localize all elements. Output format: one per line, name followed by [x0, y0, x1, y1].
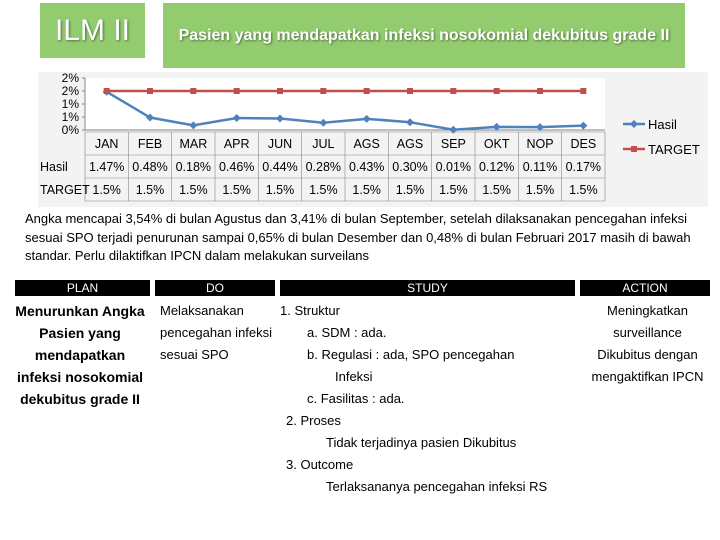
data-point-target — [234, 88, 240, 94]
x-tick-label: APR — [223, 137, 250, 151]
data-label-hasil: 1.47% — [88, 160, 125, 174]
data-point-target — [364, 88, 370, 94]
x-tick-label: SEP — [440, 137, 466, 151]
study-header: STUDY — [407, 281, 448, 295]
x-tick-label: JAN — [94, 137, 119, 151]
data-label-target: 1.5% — [525, 183, 555, 197]
study-content — [280, 300, 580, 498]
data-label-target: 1.5% — [352, 183, 381, 197]
ilm-label: ILM II — [54, 13, 130, 47]
action-header: ACTION — [622, 281, 668, 295]
data-label-target: 1.5% — [92, 183, 121, 197]
y-tick-label: 1% — [61, 97, 79, 111]
x-tick-label: NOP — [526, 137, 554, 151]
data-point-target — [537, 88, 543, 94]
legend-marker-hasil — [630, 120, 638, 128]
data-label-target: 1.5% — [222, 183, 251, 197]
data-label-target: 1.5% — [179, 183, 208, 197]
data-label-target: 1.5% — [135, 183, 165, 197]
y-tick-label: 1% — [61, 110, 79, 124]
do-header: DO — [206, 281, 224, 295]
x-tick-label: DES — [570, 137, 597, 151]
data-label-target: 1.5% — [265, 183, 295, 197]
data-point-target — [147, 88, 153, 94]
data-point-target — [450, 88, 456, 94]
data-point-target — [580, 88, 586, 94]
data-point-target — [320, 88, 326, 94]
plot-area — [85, 78, 605, 130]
data-label-hasil: 0.28% — [305, 160, 342, 174]
x-tick-label: AGS — [353, 137, 380, 151]
y-tick-label: 2% — [61, 84, 79, 98]
table-row-header: Hasil — [40, 160, 68, 174]
study-line: c. Fasilitas : ada. — [307, 391, 405, 406]
table-row-header: TARGET — [40, 183, 90, 197]
data-point-target — [190, 88, 196, 94]
x-tick-label: JUL — [312, 137, 335, 151]
line-chart — [38, 72, 708, 207]
legend-label: TARGET — [648, 142, 700, 157]
data-label-hasil: 0.44% — [262, 160, 298, 174]
legend-label: Hasil — [648, 117, 677, 132]
chart-area — [38, 72, 708, 207]
analysis-paragraph: Angka mencapai 3,54% di bulan Agustus dan 3,41% di bulan September, setelah dilaksanakan pencegahan infeksi sesuai SPO terjadi penurunan sampai 0,65% di bulan Desember dan 0,48% di bulan Februari 2017 masih di bawah standar. Perlu dilaktifkan IPCN dalam melakukan surveilans — [25, 211, 691, 263]
data-point-target — [277, 88, 283, 94]
data-label-hasil: 0.12% — [478, 160, 515, 174]
plan-header: PLAN — [66, 281, 99, 295]
data-label-hasil: 0.46% — [218, 160, 255, 174]
data-label-target: 1.5% — [439, 183, 468, 197]
y-tick-label: 0% — [61, 123, 79, 137]
data-label-hasil: 0.01% — [435, 160, 472, 174]
data-label-hasil: 0.30% — [392, 160, 428, 174]
data-label-target: 1.5% — [569, 183, 598, 197]
study-line: 1. Struktur — [280, 303, 340, 318]
study-line: b. Regulasi : ada, SPO pencegahan — [307, 347, 515, 362]
study-line: 2. Proses — [286, 413, 341, 428]
x-tick-label: AGS — [396, 137, 424, 151]
data-point-target — [494, 88, 500, 94]
study-line: a. SDM : ada. — [307, 325, 387, 340]
data-label-target: 1.5% — [395, 183, 425, 197]
x-tick-label: JUN — [267, 137, 293, 151]
ilm-badge — [40, 3, 145, 58]
x-tick-label: MAR — [179, 137, 208, 151]
legend-marker-target — [631, 146, 637, 152]
study-line: 3. Outcome — [286, 457, 354, 472]
data-label-target: 1.5% — [482, 183, 511, 197]
data-label-target: 1.5% — [309, 183, 338, 197]
data-label-hasil: 0.17% — [565, 160, 602, 174]
data-label-hasil: 0.11% — [522, 160, 558, 174]
data-label-hasil: 0.18% — [175, 160, 212, 174]
action-content: Meningkatkan surveillance Dikubitus dengan mengaktifkan IPCN — [591, 303, 704, 384]
do-content: Melaksanakan pencegahan infeksi sesuai SPO — [160, 303, 273, 362]
data-label-hasil: 0.48% — [132, 160, 168, 174]
slide-title — [163, 3, 685, 68]
data-point-target — [407, 88, 413, 94]
x-tick-label: OKT — [483, 137, 510, 151]
study-line: Infeksi — [335, 369, 373, 384]
data-point-target — [104, 88, 110, 94]
study-line: Terlaksananya pencegahan infeksi RS — [326, 479, 548, 494]
study-line: Tidak terjadinya pasien Dikubitus — [326, 435, 517, 450]
plan-content: Menurunkan Angka Pasien yang mendapatkan infeksi nosokomial dekubitus grade II — [15, 303, 145, 407]
x-tick-label: FEB — [137, 137, 163, 151]
y-tick-label: 2% — [61, 72, 79, 85]
slide-title-text: Pasien yang mendapatkan infeksi nosokomial dekubitus grade II — [178, 27, 670, 44]
data-label-hasil: 0.43% — [348, 160, 385, 174]
